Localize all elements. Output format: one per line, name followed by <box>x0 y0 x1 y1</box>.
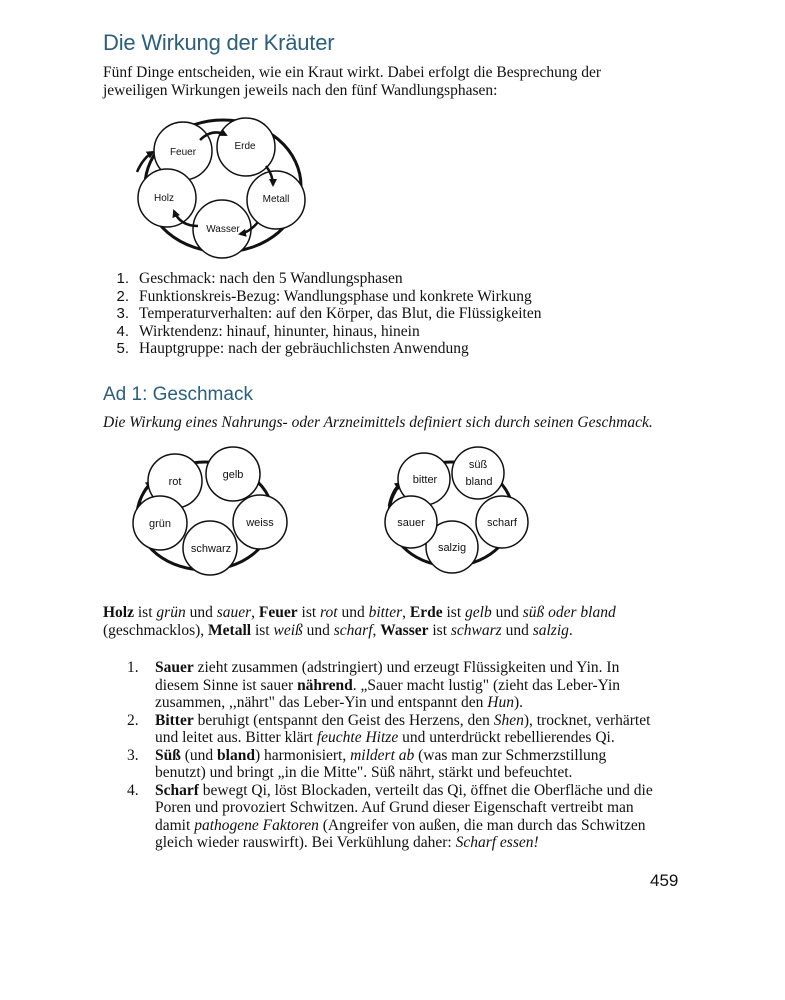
summary-line: Holz ist grün und sauer, Feuer ist rot und bitter, Erde ist gelb und süß oder bland <box>103 604 616 621</box>
five-phases-diagram <box>130 108 320 268</box>
color-label: weiss <box>246 517 274 529</box>
section-subtitle: Die Wirkung eines Nahrungs- oder Arzneimittels definiert sich durch seinen Geschmack. <box>103 414 653 431</box>
list-item: 5. Hauptgruppe: nach der gebräuchlichsten Anwendung <box>116 340 469 357</box>
criteria-list <box>103 270 541 358</box>
color-diagram <box>128 444 308 579</box>
taste-node-suess-bland <box>452 447 504 499</box>
list-item: 4. Scharf bewegt Qi, löst Blockaden, verteilt das Qi, öffnet die Oberfläche und die Poren und provoziert Schwitzen. Auf Grund dieser Eigenschaft vertreibt man damit pathogene Faktoren (Angreifer von außen, die man durch das Schwitzen gleich wieder rauswirft). Bei Verkühlung daher: Scharf essen! <box>127 781 653 851</box>
list-item: 3. Süß (und bland) harmonisiert, mildert ab (was man zur Schmerzstillung benutzt) und bringt „in die Mitte". Süß nährt, stärkt und befeuchtet. <box>127 746 607 781</box>
intro-line: jeweiligen Wirkungen jeweils nach den fünf Wandlungsphasen: <box>103 82 498 99</box>
color-label: grün <box>148 518 172 530</box>
list-item: 2. Bitter beruhigt (entspannt den Geist des Herzens, den Shen), trocknet, verhärtet und leitet aus. Bitter klärt feuchte Hitze und unterdrückt rebellierendes Qi. <box>127 711 651 746</box>
phase-label: Metall <box>262 194 290 205</box>
list-item: 4. Wirktendenz: hinauf, hinunter, hinaus, hinein <box>116 322 420 340</box>
color-label: rot <box>168 476 182 488</box>
list-item: 1. Sauer zieht zusammen (adstringiert) und erzeugt Flüssigkeiten und Yin. In diesem Sinne ist sauer nährend. „Sauer macht lustig" (zieht das Leber-Yin zusammen, ,,nährt" das Leber-Yin und entspannt den Hun). <box>127 659 621 711</box>
color-label: schwarz <box>190 543 232 555</box>
taste-diagram <box>380 444 540 579</box>
summary-line: (geschmacklos), Metall ist weiß und scharf, Wasser ist schwarz und salzig. <box>103 622 573 639</box>
taste-label: bland <box>465 476 493 488</box>
intro-paragraph <box>103 64 683 100</box>
taste-label: süß <box>468 459 488 471</box>
list-item: 1. Geschmack: nach den 5 Wandlungsphasen <box>116 270 403 287</box>
taste-effects-list <box>103 659 653 852</box>
phase-label: Erde <box>234 141 256 152</box>
taste-label: bitter <box>412 474 438 486</box>
list-item: 2. Funktionskreis-Bezug: Wandlungsphase und konkrete Wirkung <box>116 287 532 305</box>
page-heading: Die Wirkung der Kräuter <box>103 30 335 55</box>
intro-line: Fünf Dinge entscheiden, wie ein Kraut wirkt. Dabei erfolgt die Besprechung der <box>103 64 601 81</box>
phase-label: Wasser <box>206 224 240 235</box>
page-number: 459 <box>650 871 679 890</box>
list-item: 3. Temperaturverhalten: auf den Körper, das Blut, die Flüssigkeiten <box>116 305 542 322</box>
color-label: gelb <box>222 469 244 481</box>
phase-label: Holz <box>153 193 175 204</box>
phase-label: Feuer <box>169 147 197 158</box>
summary-paragraph <box>103 604 683 640</box>
taste-label: sauer <box>397 517 425 529</box>
taste-label: scharf <box>487 517 517 529</box>
taste-label: salzig <box>437 542 467 554</box>
section-heading: Ad 1: Geschmack <box>103 384 253 405</box>
